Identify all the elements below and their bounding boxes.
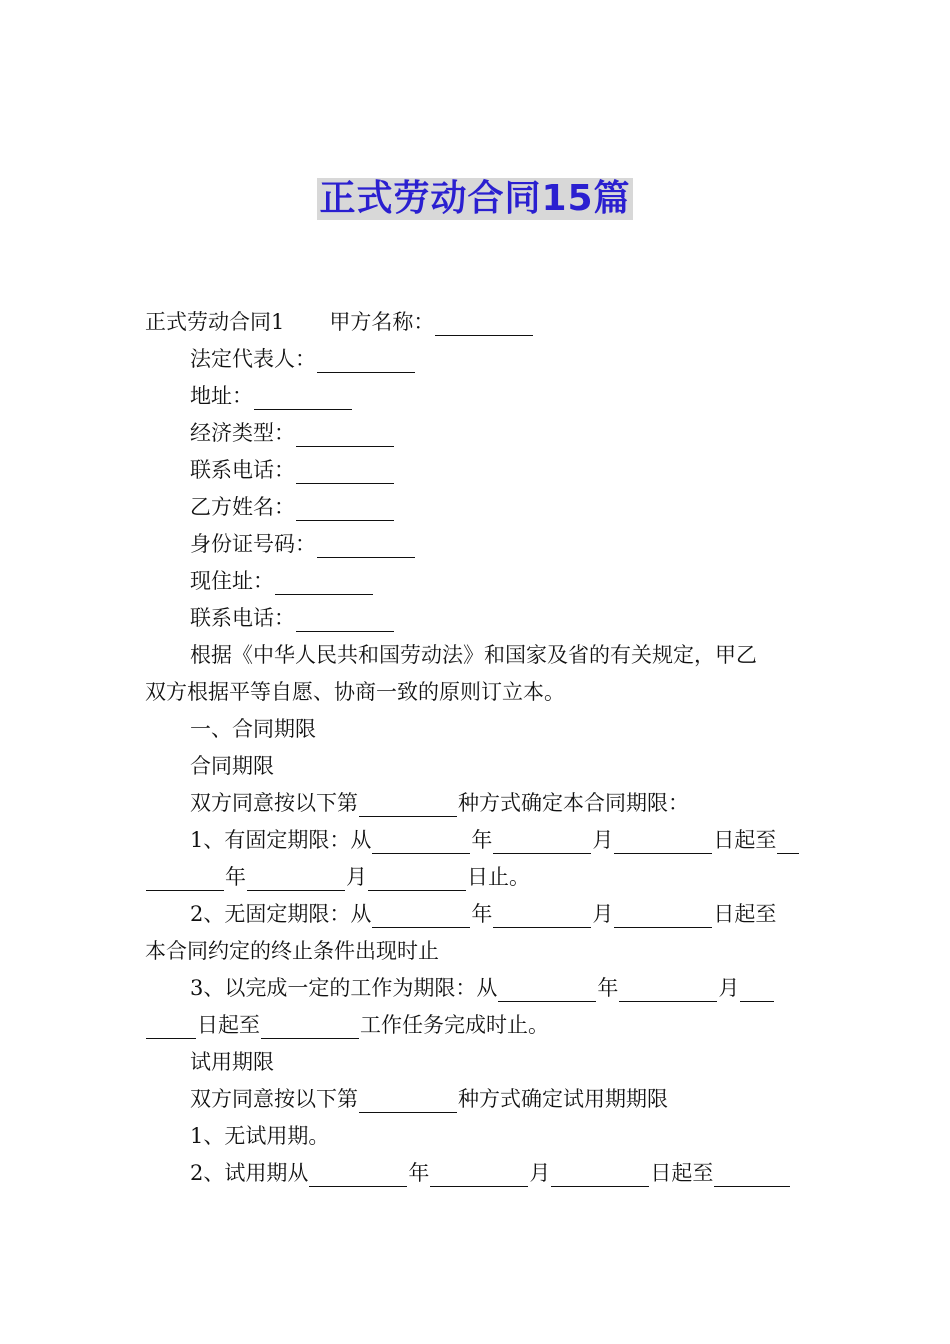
term-choice-line [145,785,810,822]
party-a-name-label: 甲方名称： [329,310,435,334]
blank-field[interactable] [317,346,415,373]
blank-field[interactable] [296,494,394,521]
legal-rep-line [145,341,810,378]
term-title: 合同期限 [190,754,274,778]
current-address-label: 现住址： [190,569,274,593]
blank-field[interactable] [146,1012,196,1039]
open-term-line-1 [145,896,810,933]
text-span: 年 [225,865,246,889]
blank-field[interactable] [368,864,466,891]
fixed-term-line-1 [145,822,810,859]
phone-a-label: 联系电话： [190,458,295,482]
blank-field[interactable] [740,975,774,1002]
text-span: 日起至 [650,1161,714,1185]
text-span: 双方同意按以下第 [190,1087,358,1111]
text-span: 2、试用期从 [190,1161,309,1185]
document-body [145,304,810,1192]
text-span: 2、无固定期限：从 [190,902,372,926]
blank-field[interactable] [614,827,712,854]
text-span: 月 [718,976,740,1000]
phone-b-label: 联系电话： [190,606,295,630]
econ-type-line [145,415,810,452]
text-span: 工作任务完成时止。 [360,1013,549,1037]
text-span: 年 [597,976,619,1000]
id-number-line [145,526,810,563]
text-span: 1、有固定期限：从 [190,828,372,852]
econ-type-label: 经济类型： [190,421,295,445]
blank-field[interactable] [261,1012,359,1039]
no-trial-line: 1、无试用期。 [190,1124,330,1148]
text-span: 双方同意按以下第 [190,791,358,815]
blank-field[interactable] [309,1160,407,1187]
open-term-line-2: 本合同约定的终止条件出现时止 [145,939,439,963]
intro-line-2: 双方根据平等自愿、协商一致的原则订立本。 [145,680,565,704]
trial-title: 试用期限 [190,1050,274,1074]
legal-rep-label: 法定代表人： [190,347,316,371]
blank-field[interactable] [435,309,533,336]
blank-field[interactable] [296,605,394,632]
blank-field[interactable] [359,790,457,817]
blank-field[interactable] [296,457,394,484]
text-span: 日止。 [467,865,530,889]
trial-period-line [145,1155,810,1192]
text-span: 日起至 [713,902,777,926]
blank-field[interactable] [372,901,470,928]
blank-field[interactable] [493,827,591,854]
blank-field[interactable] [498,975,596,1002]
blank-field[interactable] [359,1086,457,1113]
task-term-line-2 [145,1007,810,1044]
text-span: 年 [471,902,493,926]
blank-field[interactable] [296,420,394,447]
blank-field[interactable] [247,864,345,891]
title-wrap [0,178,950,220]
blank-field[interactable] [146,864,224,891]
blank-field[interactable] [777,827,799,854]
section-1-heading: 一、合同期限 [190,717,316,741]
address-label: 地址： [190,384,253,408]
phone-a-line [145,452,810,489]
blank-field[interactable] [614,901,712,928]
text-span: 月 [592,902,614,926]
blank-field[interactable] [254,383,352,410]
text-span: 月 [529,1161,551,1185]
phone-b-line [145,600,810,637]
task-term-line-1 [145,970,810,1007]
id-number-label: 身份证号码： [190,532,316,556]
blank-field[interactable] [493,901,591,928]
text-span: 年 [408,1161,430,1185]
text-span: 日起至 [713,828,777,852]
text-span: 月 [592,828,614,852]
contract-number: 正式劳动合同1 [145,310,285,334]
party-b-name-line [145,489,810,526]
text-span: 种方式确定试用期期限 [458,1087,668,1111]
party-b-name-label: 乙方姓名： [190,495,295,519]
blank-field[interactable] [430,1160,528,1187]
text-span: 年 [471,828,493,852]
text-span: 种方式确定本合同期限： [458,791,689,815]
blank-field[interactable] [551,1160,649,1187]
fixed-term-line-2 [145,859,810,896]
blank-field[interactable] [714,1160,790,1187]
blank-field[interactable] [275,568,373,595]
document-title: 正式劳动合同15篇 [319,178,631,219]
text-span: 日起至 [197,1013,260,1037]
text-span: 3、以完成一定的工作为期限：从 [190,976,498,1000]
intro-line-1: 根据《中华人民共和国劳动法》和国家及省的有关规定，甲乙 [190,643,757,667]
blank-field[interactable] [317,531,415,558]
blank-field[interactable] [372,827,470,854]
contract-heading-line [145,304,810,341]
current-address-line [145,563,810,600]
blank-field[interactable] [619,975,717,1002]
text-span: 月 [346,865,367,889]
address-line [145,378,810,415]
trial-choice-line [145,1081,810,1118]
